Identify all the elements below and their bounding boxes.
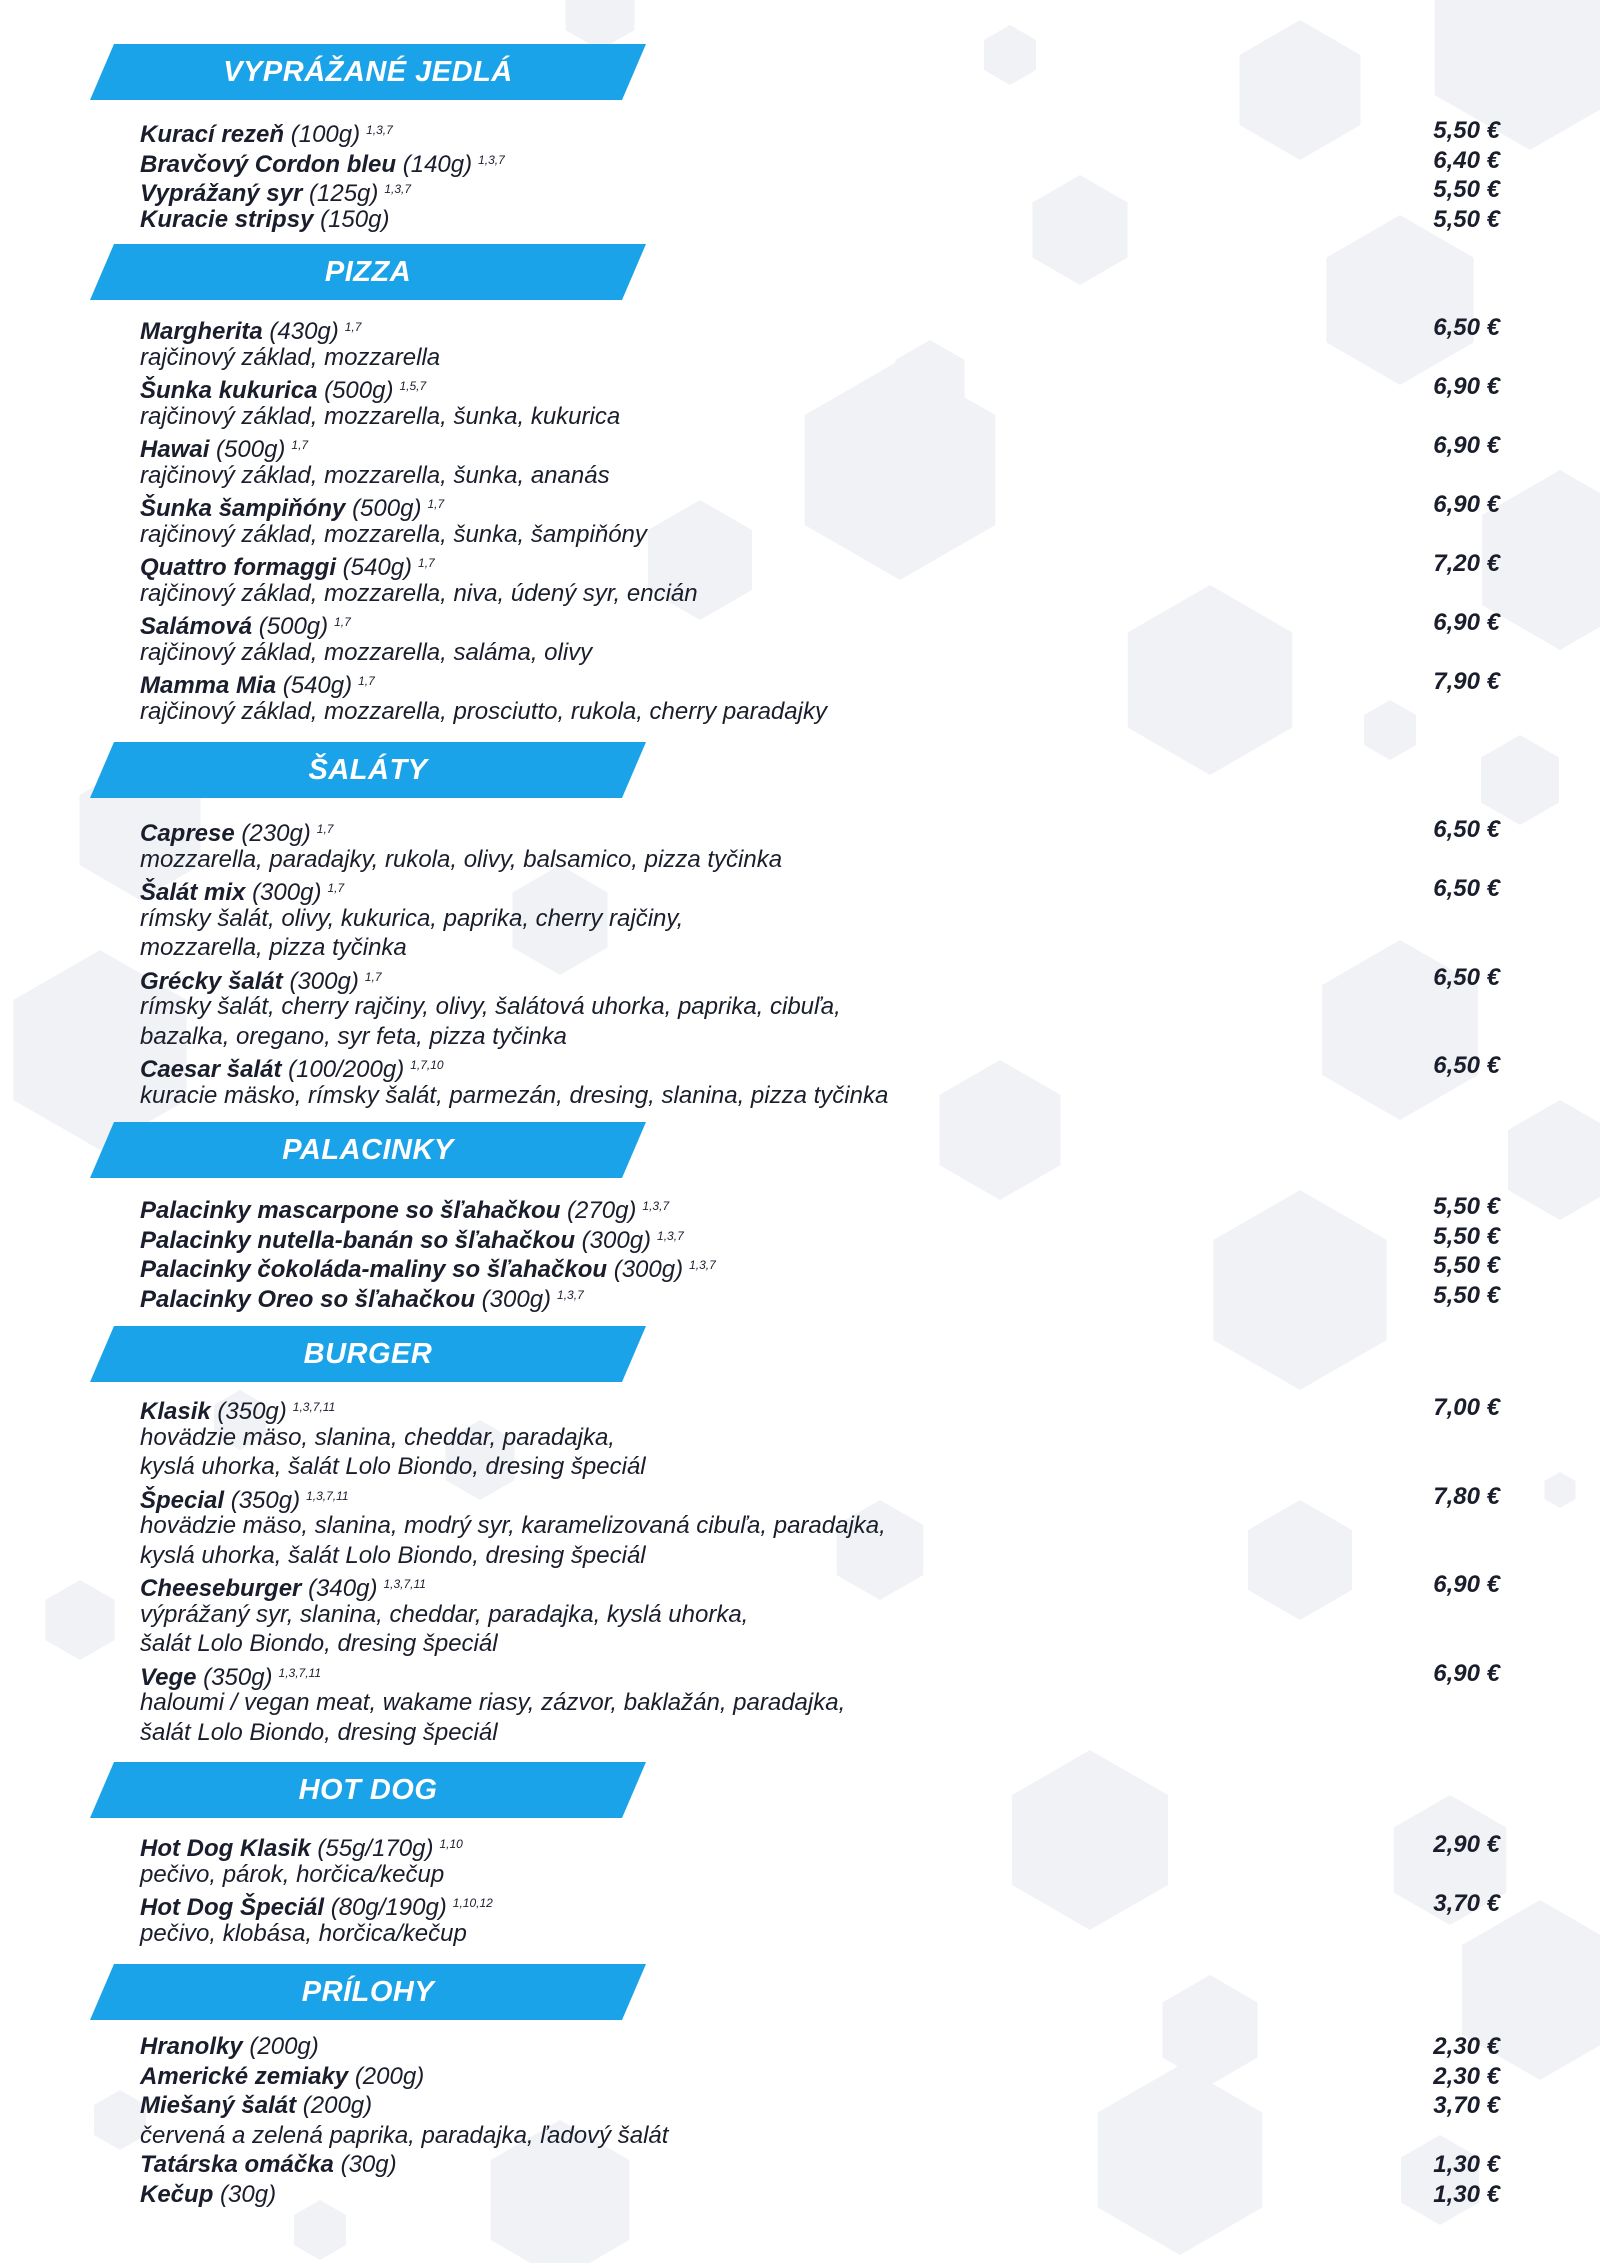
menu-item-price: 2,30 € xyxy=(1433,2062,1500,2090)
menu-item-description: rajčinový základ, mozzarella, šunka, ananás xyxy=(140,461,610,489)
menu-item-name-line xyxy=(140,608,1500,638)
menu-item-name: Klasik xyxy=(140,1398,211,1425)
menu-item-name-line xyxy=(140,2150,1500,2180)
menu-item-price: 7,20 € xyxy=(1433,550,1500,577)
menu-item-description: rímsky šalát, cherry rajčiny, olivy, šalátová uhorka, paprika, cibuľa, xyxy=(140,993,841,1020)
menu-item xyxy=(140,2032,1500,2062)
menu-item xyxy=(140,1051,1500,1110)
menu-item-list xyxy=(140,116,1500,234)
menu-item-description: rajčinový základ, mozzarella, prosciutto, rukola, cherry paradajky xyxy=(140,697,827,725)
menu-item-list xyxy=(140,313,1500,726)
menu-item-weight: (500g) xyxy=(352,495,422,522)
menu-item xyxy=(140,1659,1500,1748)
section-banner xyxy=(90,1762,646,1818)
menu-item-name: Grécky šalát xyxy=(140,967,283,995)
menu-item-description: kyslá uhorka, šalát Lolo Biondo, dresing špeciál xyxy=(140,1541,646,1569)
section-banner xyxy=(90,44,646,100)
menu-item-description: pečivo, klobása, horčica/kečup xyxy=(140,1919,467,1947)
menu-item-description: pečivo, párok, horčica/kečup xyxy=(140,1860,445,1888)
menu-item-name-line xyxy=(140,2180,1500,2210)
menu-item-description: rajčinový základ, mozzarella, niva, údený syr, encián xyxy=(140,579,698,607)
menu-item xyxy=(140,490,1500,549)
menu-item-allergens: 1,3,7 xyxy=(557,1287,584,1302)
menu-item-name: Caprese xyxy=(140,820,235,847)
menu-item xyxy=(140,608,1500,667)
menu-item-name-line xyxy=(140,490,1500,520)
section-banner xyxy=(90,244,646,300)
menu-item-name: Kuracie stripsy xyxy=(140,205,314,233)
background-hexagon xyxy=(565,0,634,50)
menu-item-price: 6,90 € xyxy=(1433,609,1500,636)
menu-item-weight: (140g) xyxy=(402,150,473,178)
menu-item-name-line xyxy=(140,1570,1500,1600)
menu-item xyxy=(140,963,1500,1052)
menu-item-name: Špecial xyxy=(140,1486,225,1514)
menu-item-name: Palacinky Oreo so šľahačkou xyxy=(140,1285,475,1313)
menu-item-price: 6,90 € xyxy=(1433,373,1500,400)
menu-item-description: šalát Lolo Biondo, dresing špeciál xyxy=(140,1718,498,1746)
menu-item-price: 2,30 € xyxy=(1433,2033,1500,2060)
menu-item-name-line xyxy=(140,1830,1500,1860)
menu-item-allergens: 1,7 xyxy=(327,881,345,895)
menu-item-price: 5,50 € xyxy=(1433,1193,1500,1220)
menu-item-price: 3,70 € xyxy=(1433,2092,1500,2119)
menu-item-name: Kurací rezeň xyxy=(140,121,285,148)
menu-item-allergens: 1,3,7 xyxy=(366,123,393,137)
menu-item-name: Cheeseburger xyxy=(140,1575,302,1602)
menu-item xyxy=(140,1192,1500,1222)
menu-item xyxy=(140,313,1500,372)
menu-item-allergens: 1,3,7 xyxy=(384,182,412,196)
menu-item xyxy=(140,1222,1500,1252)
menu-item-name-line xyxy=(140,2062,1500,2092)
menu-item-weight: (200g) xyxy=(302,2092,373,2119)
menu-item-weight: (200g) xyxy=(249,2033,319,2060)
menu-item-description: kyslá uhorka, šalát Lolo Biondo, dresing špeciál xyxy=(140,1453,646,1480)
menu-item-description: rajčinový základ, mozzarella, šunka, šampiňóny xyxy=(140,520,647,548)
menu-item-name: Hot Dog Klasik xyxy=(140,1835,311,1862)
section-title: PIZZA xyxy=(324,256,412,288)
menu-item-name-line xyxy=(140,963,1500,993)
menu-item-price: 2,90 € xyxy=(1433,1831,1500,1858)
menu-item-weight: (150g) xyxy=(320,205,390,233)
menu-item-weight: (540g) xyxy=(282,672,353,699)
section-banner xyxy=(90,742,646,798)
menu-item-name: Vege xyxy=(140,1663,197,1691)
menu-item-weight: (200g) xyxy=(354,2062,425,2090)
menu-item-name: Caesar šalát xyxy=(140,1056,282,1083)
menu-item-name: Palacinky nutella-banán so šľahačkou xyxy=(140,1226,575,1254)
menu-item-name: Quattro formaggi xyxy=(140,554,336,581)
menu-item-name: Palacinky mascarpone so šľahačkou xyxy=(140,1197,561,1224)
menu-item-name-line xyxy=(140,874,1500,904)
menu-item-list xyxy=(140,2032,1500,2209)
menu-item-weight: (125g) xyxy=(309,180,379,207)
menu-item-price: 6,90 € xyxy=(1433,1571,1500,1598)
menu-item-weight: (350g) xyxy=(217,1398,287,1425)
menu-item-name: Hawai xyxy=(140,436,210,463)
menu-item-list xyxy=(140,1192,1500,1313)
menu-item-name-line xyxy=(140,1222,1500,1252)
menu-item-allergens: 1,7 xyxy=(344,320,362,334)
menu-item-allergens: 1,3,7,11 xyxy=(383,1577,426,1591)
menu-item xyxy=(140,372,1500,431)
menu-item xyxy=(140,1251,1500,1281)
menu-item-allergens: 1,3,7 xyxy=(689,1258,716,1272)
menu-item-price: 6,50 € xyxy=(1433,816,1500,843)
menu-item-weight: (100/200g) xyxy=(288,1056,405,1083)
menu-item-name-line xyxy=(140,313,1500,343)
menu-item-name-line xyxy=(140,1051,1500,1081)
menu-item-description: rajčinový základ, mozzarella, šunka, kukurica xyxy=(140,402,621,430)
menu-item-name: Mamma Mia xyxy=(140,672,277,699)
menu-item-price: 5,50 € xyxy=(1433,117,1500,144)
menu-item-allergens: 1,7 xyxy=(364,969,382,984)
menu-item-allergens: 1,3,7 xyxy=(642,1199,670,1213)
menu-item xyxy=(140,1393,1500,1482)
menu-item-description: bazalka, oregano, syr feta, pizza tyčinka xyxy=(140,1022,567,1050)
menu-item-price: 5,50 € xyxy=(1433,1252,1500,1279)
menu-item-name: Margherita xyxy=(140,318,263,345)
menu-item-name-line xyxy=(140,116,1500,146)
menu-item-price: 6,90 € xyxy=(1433,491,1500,518)
menu-item-allergens: 1,3,7 xyxy=(657,1228,684,1243)
menu-item-name-line xyxy=(140,2032,1500,2062)
menu-item xyxy=(140,2062,1500,2092)
menu-item-name: Miešaný šalát xyxy=(140,2092,297,2119)
menu-item xyxy=(140,2150,1500,2180)
background-hexagon xyxy=(294,2200,346,2260)
menu-item-name: Tatárska omáčka xyxy=(140,2151,334,2178)
menu-item-name: Palacinky čokoláda-maliny so šľahačkou xyxy=(140,1256,608,1283)
menu-item xyxy=(140,2180,1500,2210)
menu-item-price: 6,50 € xyxy=(1433,963,1500,991)
menu-item-allergens: 1,3,7 xyxy=(478,152,505,167)
menu-item-weight: (430g) xyxy=(269,318,339,345)
background-hexagon xyxy=(1544,1472,1575,1508)
menu-item-name: Bravčový Cordon bleu xyxy=(140,150,397,178)
menu-item-name-line xyxy=(140,667,1500,697)
menu-item-name-line xyxy=(140,1192,1500,1222)
menu-item xyxy=(140,175,1500,205)
menu-item-weight: (300g) xyxy=(289,967,359,995)
menu-item-allergens: 1,7 xyxy=(316,822,334,836)
menu-item-price: 7,00 € xyxy=(1433,1394,1500,1421)
menu-item xyxy=(140,667,1500,726)
menu-item-description: rímsky šalát, olivy, kukurica, paprika, cherry rajčiny, xyxy=(140,904,684,932)
menu-item-weight: (300g) xyxy=(252,879,322,906)
menu-item-price: 5,50 € xyxy=(1433,1222,1500,1250)
menu-item-weight: (30g) xyxy=(220,2180,277,2208)
menu-item-price: 6,90 € xyxy=(1433,432,1500,459)
menu-item-description: rajčinový základ, mozzarella xyxy=(140,343,441,371)
menu-item-name-line xyxy=(140,146,1500,176)
menu-item-price: 6,50 € xyxy=(1433,314,1500,341)
menu-item xyxy=(140,146,1500,176)
menu-item-allergens: 1,3,7,11 xyxy=(278,1665,322,1680)
menu-item-description: hovädzie mäso, slanina, modrý syr, karamelizovaná cibuľa, paradajka, xyxy=(140,1512,886,1539)
menu-item-weight: (270g) xyxy=(567,1197,637,1224)
menu-item-name-line xyxy=(140,1659,1500,1689)
menu-item xyxy=(140,431,1500,490)
menu-item-weight: (80g/190g) xyxy=(330,1894,447,1921)
menu-item-description: hovädzie mäso, slanina, cheddar, paradajka, xyxy=(140,1423,615,1451)
menu-item-description: výprážaný syr, slanina, cheddar, paradajka, kyslá uhorka, xyxy=(140,1600,749,1628)
menu-item-name-line xyxy=(140,1482,1500,1512)
menu-item-allergens: 1,7 xyxy=(418,556,435,570)
menu-item-name: Šalát mix xyxy=(140,879,246,906)
background-hexagon xyxy=(45,1580,114,1660)
menu-item-weight: (350g) xyxy=(230,1486,301,1514)
menu-item-price: 6,50 € xyxy=(1433,875,1500,902)
menu-item-price: 7,80 € xyxy=(1433,1482,1500,1510)
section-banner xyxy=(90,1326,646,1382)
section-title: HOT DOG xyxy=(298,1774,438,1806)
menu-item-list xyxy=(140,1393,1500,1747)
menu-item-description: mozzarella, pizza tyčinka xyxy=(140,934,407,961)
menu-item-price: 6,40 € xyxy=(1433,146,1500,174)
section-title: PALACINKY xyxy=(282,1134,454,1166)
menu-item xyxy=(140,549,1500,608)
section-banner xyxy=(90,1964,646,2020)
menu-item-name-line xyxy=(140,549,1500,579)
background-hexagon xyxy=(1508,1100,1600,1220)
menu-item-weight: (30g) xyxy=(340,2151,397,2178)
menu-item-allergens: 1,3,7,11 xyxy=(306,1488,349,1503)
menu-item-price: 1,30 € xyxy=(1433,2151,1500,2178)
menu-item-price: 5,50 € xyxy=(1433,176,1500,203)
menu-item-name: Salámová xyxy=(140,613,253,640)
background-hexagon xyxy=(1481,735,1559,825)
menu-item xyxy=(140,116,1500,146)
section-title: ŠALÁTY xyxy=(308,754,428,786)
menu-item xyxy=(140,1281,1500,1311)
menu-item xyxy=(140,2091,1500,2150)
menu-item-allergens: 1,7,10 xyxy=(410,1058,444,1072)
menu-item-name-line xyxy=(140,175,1500,205)
menu-item xyxy=(140,874,1500,963)
menu-item-weight: (55g/170g) xyxy=(317,1835,434,1862)
menu-item-name: Hranolky xyxy=(140,2033,243,2060)
menu-item xyxy=(140,1830,1500,1889)
menu-item-price: 6,90 € xyxy=(1433,1659,1500,1687)
menu-item-price: 7,90 € xyxy=(1433,668,1500,695)
menu-item-allergens: 1,7 xyxy=(358,674,375,688)
menu-item-price: 3,70 € xyxy=(1433,1890,1500,1917)
menu-item-weight: (540g) xyxy=(342,554,413,581)
menu-item-list xyxy=(140,1830,1500,1948)
menu-item-weight: (340g) xyxy=(308,1575,378,1602)
menu-item-allergens: 1,3,7,11 xyxy=(292,1400,336,1414)
menu-item-name: Vyprážaný syr xyxy=(140,180,303,207)
menu-item-description: červená a zelená paprika, paradajka, ľadový šalát xyxy=(140,2121,669,2149)
menu-item-weight: (500g) xyxy=(258,613,329,640)
menu-item-price: 5,50 € xyxy=(1433,205,1500,233)
section-title: PRÍLOHY xyxy=(301,1976,435,2008)
menu-item-name-line xyxy=(140,372,1500,402)
section-banner xyxy=(90,1122,646,1178)
menu-item xyxy=(140,1482,1500,1571)
menu-item-name-line xyxy=(140,1281,1500,1311)
menu-item-weight: (230g) xyxy=(241,820,311,847)
menu-item-allergens: 1,7 xyxy=(291,438,309,452)
menu-item-name-line xyxy=(140,431,1500,461)
menu-item-name-line xyxy=(140,1251,1500,1281)
menu-item-name-line xyxy=(140,205,1500,235)
menu-item-allergens: 1,5,7 xyxy=(399,379,427,393)
menu-item-name: Hot Dog Špeciál xyxy=(140,1894,325,1921)
menu-item-name-line xyxy=(140,1889,1500,1919)
menu-item-name-line xyxy=(140,1393,1500,1423)
menu-item-description: rajčinový základ, mozzarella, saláma, olivy xyxy=(140,638,593,666)
menu-item-weight: (350g) xyxy=(203,1663,273,1691)
menu-item-description: mozzarella, paradajky, rukola, olivy, balsamico, pizza tyčinka xyxy=(140,845,783,873)
menu-item-weight: (300g) xyxy=(613,1256,684,1283)
menu-item-description: haloumi / vegan meat, wakame riasy, zázvor, baklažán, paradajka, xyxy=(140,1689,846,1716)
menu-item-allergens: 1,7 xyxy=(427,497,445,511)
menu-item-description: šalát Lolo Biondo, dresing špeciál xyxy=(140,1630,498,1657)
background-hexagon xyxy=(94,2090,146,2150)
menu-item-name: Americké zemiaky xyxy=(140,2062,349,2090)
menu-item-name-line xyxy=(140,815,1500,845)
menu-item-description: kuracie mäsko, rímsky šalát, parmezán, dresing, slanina, pizza tyčinka xyxy=(140,1081,889,1109)
menu-item xyxy=(140,205,1500,235)
menu-item-weight: (300g) xyxy=(481,1285,552,1313)
menu-item-price: 5,50 € xyxy=(1433,1281,1500,1309)
menu-item xyxy=(140,815,1500,874)
section-title: BURGER xyxy=(303,1338,433,1370)
menu-item-weight: (500g) xyxy=(216,436,286,463)
menu-item-weight: (100g) xyxy=(290,121,361,148)
background-hexagon xyxy=(984,25,1036,85)
menu-item-name: Šunka šampiňóny xyxy=(140,495,346,522)
menu-item-weight: (300g) xyxy=(581,1226,652,1254)
menu-item-name-line xyxy=(140,2091,1500,2121)
menu-item-allergens: 1,10,12 xyxy=(452,1896,493,1910)
menu-item xyxy=(140,1570,1500,1659)
menu-item-price: 6,50 € xyxy=(1433,1052,1500,1079)
menu-item xyxy=(140,1889,1500,1948)
section-title: VYPRÁŽANÉ JEDLÁ xyxy=(223,56,513,88)
menu-item-price: 1,30 € xyxy=(1433,2180,1500,2208)
menu-item-list xyxy=(140,815,1500,1110)
menu-item-name: Šunka kukurica xyxy=(140,377,318,404)
menu-item-allergens: 1,7 xyxy=(334,615,351,629)
menu-item-allergens: 1,10 xyxy=(439,1837,463,1851)
menu-item-name: Kečup xyxy=(140,2180,214,2208)
menu-item-weight: (500g) xyxy=(324,377,394,404)
